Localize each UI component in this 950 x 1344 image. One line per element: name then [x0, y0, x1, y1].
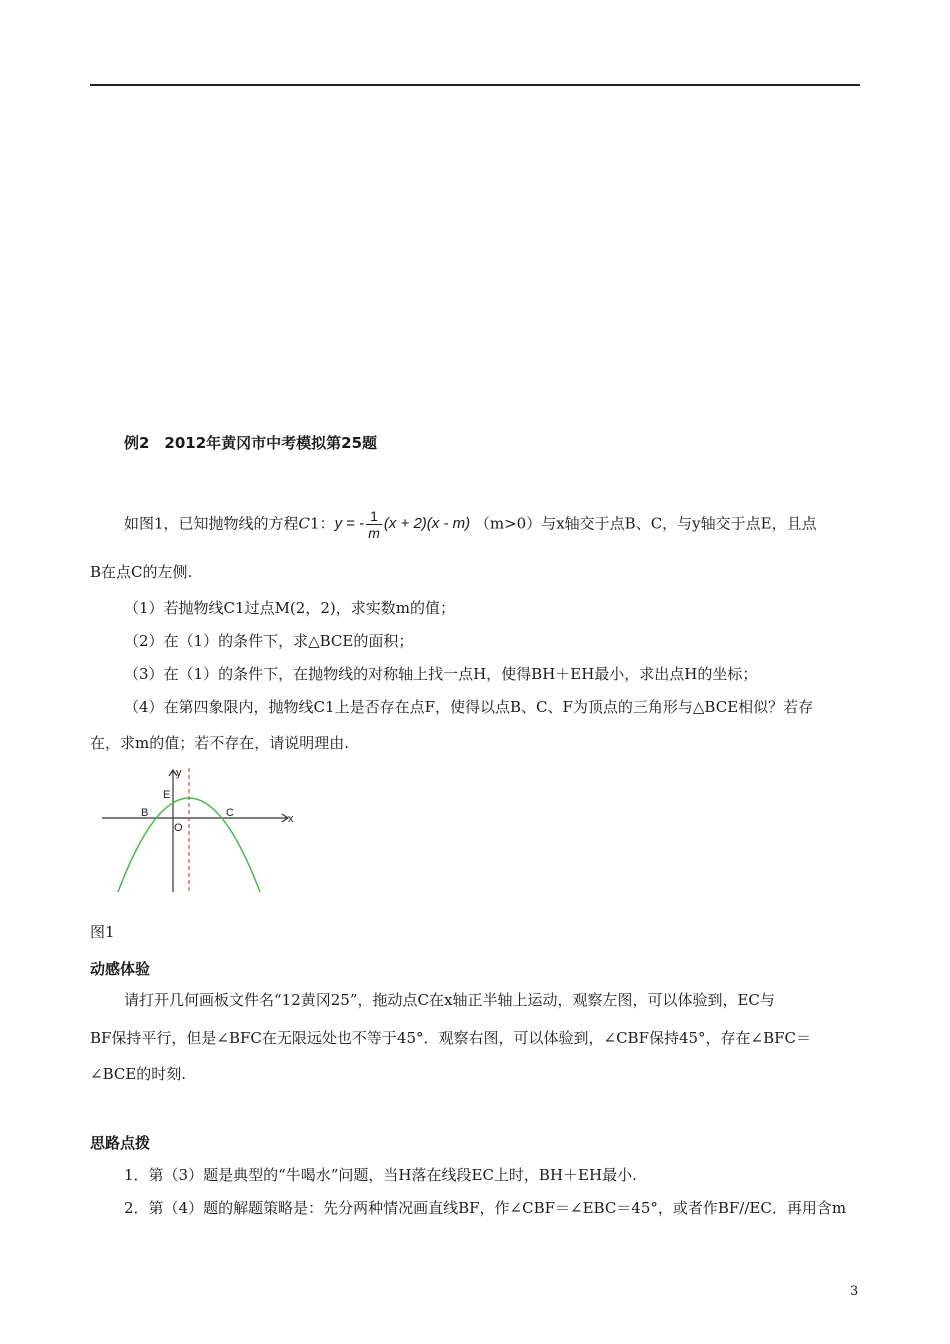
experience-line3: ∠BCE的时刻.	[90, 1065, 187, 1083]
label-C: C	[226, 807, 234, 819]
parabola-figure	[96, 764, 306, 896]
experience-heading: 动感体验	[90, 960, 151, 978]
header-rule	[90, 84, 860, 86]
hint-2: 2．第（4）题的解题策略是：先分两种情况画直线BF，作∠CBF＝∠EBC＝45°，或者作BF//EC．再用含m	[124, 1199, 847, 1217]
hints-heading: 思路点拨	[90, 1134, 151, 1152]
experience-line1: 请打开几何画板文件名“12黄冈25”，拖动点C在x轴正半轴上运动，观察左图，可以体验到，EC与	[124, 991, 775, 1009]
question-2: （2）在（1）的条件下，求△BCE的面积；	[124, 632, 414, 650]
question-4-line1: （4）在第四象限内，抛物线C1上是否存在点F，使得以点B、C、F为顶点的三角形与△BCE相似？若存	[124, 698, 814, 716]
problem-line2: B在点C的左侧.	[90, 563, 193, 581]
example-title: 例2 2012年黄冈市中考模拟第25题	[124, 434, 378, 452]
hint-1: 1．第（3）题是典型的“牛喝水”问题，当H落在线段EC上时，BH＋EH最小.	[124, 1166, 637, 1184]
label-x: x	[288, 813, 294, 825]
equation-fraction: $\frac{1}{m}$	[368, 508, 380, 541]
experience-line2: BF保持平行，但是∠BFC在无限远处也不等于45°．观察右图，可以体验到，∠CBF保持45°，存在∠BFC＝	[90, 1029, 812, 1047]
label-E: E	[163, 789, 171, 801]
parabola-equation: y = - $\frac{1}{m}$ (x + 2)(x - m)	[334, 508, 471, 541]
page-number: 3	[850, 1284, 859, 1299]
label-y: y	[176, 767, 182, 779]
question-1: （1）若抛物线C1过点M(2，2)，求实数m的值；	[124, 599, 455, 617]
problem-intro: 如图1，已知抛物线的方程C1：y = - $\frac{1}{m}$ (x + 2)(x - m) （m>0）与x轴交于点B、C，与y轴交于点E，且点	[124, 508, 817, 541]
question-3: （3）在（1）的条件下，在抛物线的对称轴上找一点H，使得BH＋EH最小，求出点H的坐标；	[124, 665, 758, 683]
figure-caption: 图1	[90, 923, 115, 941]
label-O: O	[174, 822, 183, 834]
question-4-line2: 在，求m的值；若不存在，请说明理由.	[90, 734, 349, 752]
label-B: B	[141, 807, 149, 819]
